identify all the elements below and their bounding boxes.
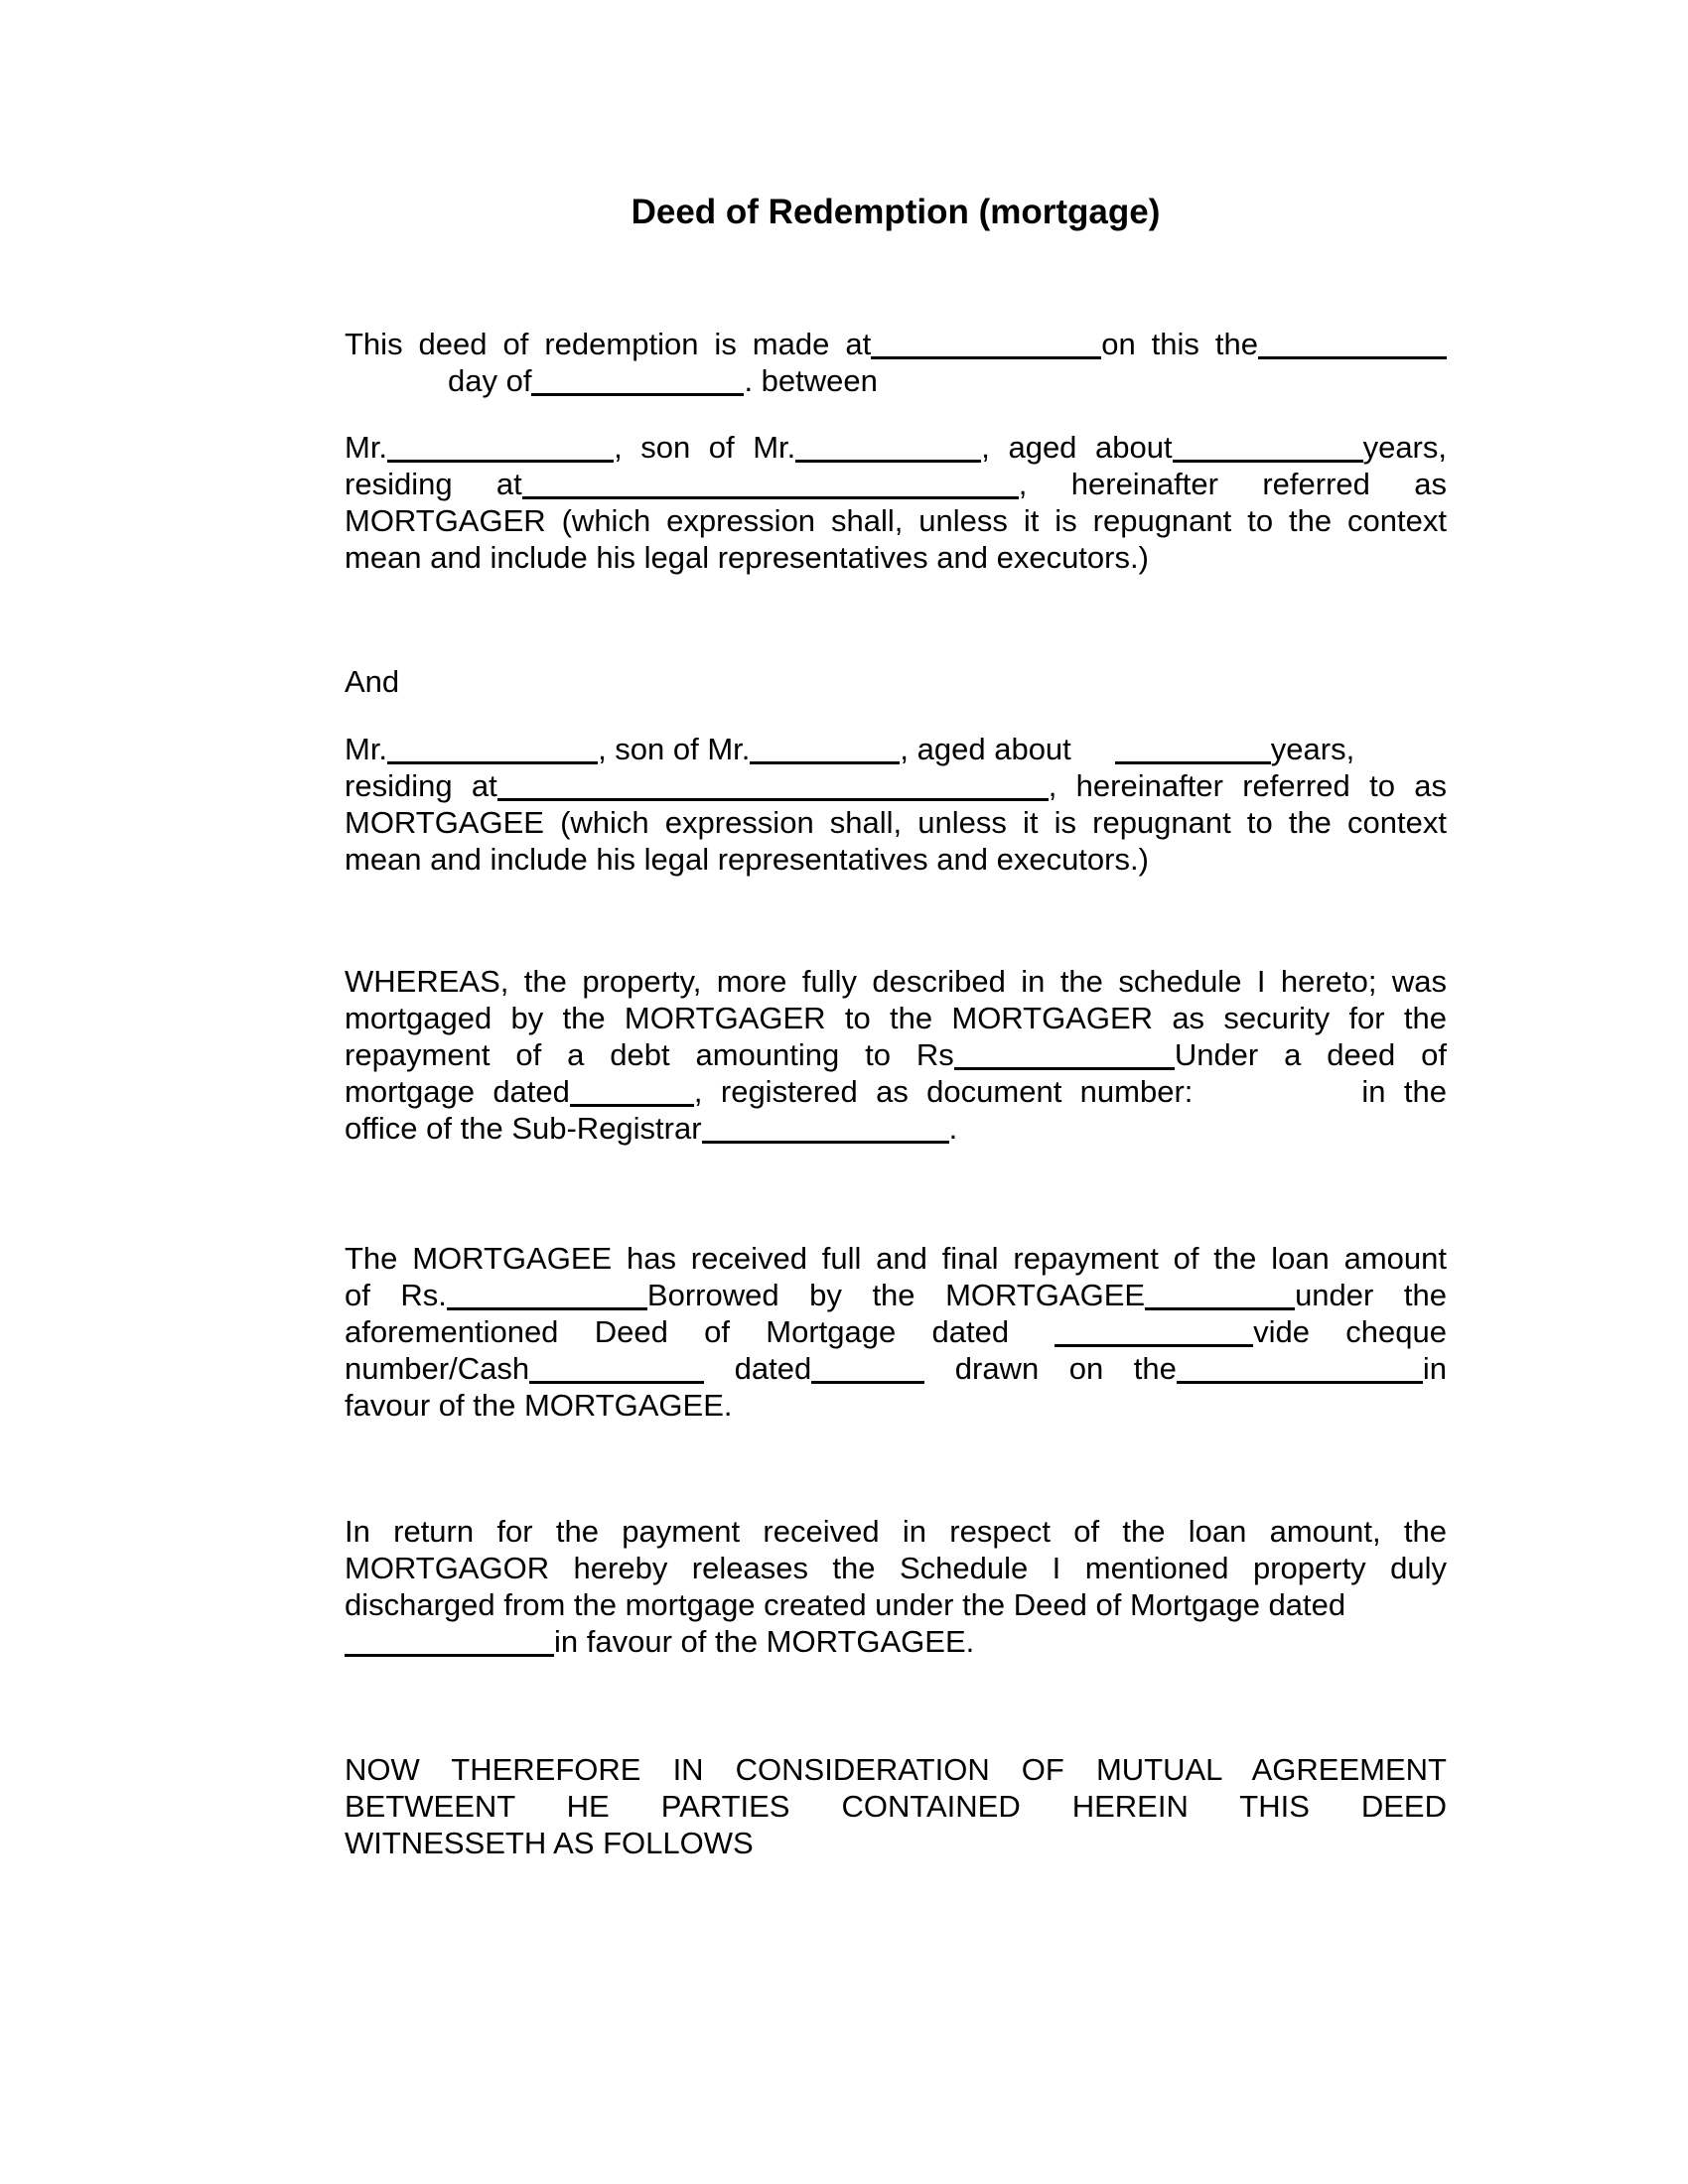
text-line: mortgaged by the MORTGAGER to the MORTGAGER as security for the <box>345 1001 1447 1035</box>
blank-fill-line <box>1173 450 1363 463</box>
text-line: MORTGAGER (which expression shall, unless it is repugnant to the context <box>345 503 1447 538</box>
text-line: number/Cash dated drawn on the in <box>345 1351 1447 1386</box>
text-line: The MORTGAGEE has received full and final repayment of the loan amount <box>345 1241 1447 1276</box>
blank-fill-line <box>497 788 1049 801</box>
text-line: discharged from the mortgage created under the Deed of Mortgage dated <box>345 1587 1346 1622</box>
text-line: aforementioned Deed of Mortgage dated vide cheque <box>345 1314 1447 1349</box>
text-line: BETWEENT HE PARTIES CONTAINED HEREIN THIS DEED <box>345 1789 1447 1824</box>
text-line: in favour of the MORTGAGEE. <box>345 1623 1447 1660</box>
blank-fill-line <box>522 486 1019 499</box>
whereas-clause <box>345 963 1447 1147</box>
text-line: MORTGAGEE (which expression shall, unless it is repugnant to the context <box>345 805 1447 840</box>
and-separator <box>345 663 1447 700</box>
mortgagee-clause <box>345 731 1447 878</box>
preamble-clause <box>345 326 1447 399</box>
text-line: mean and include his legal representatives and executors.) <box>345 842 1149 877</box>
text-line: residing at , hereinafter referred as <box>345 467 1447 501</box>
blank-fill-line <box>954 1057 1175 1070</box>
blank-fill-line <box>1258 346 1447 359</box>
blank-fill-line <box>531 383 744 396</box>
blank-fill-line <box>1115 751 1271 764</box>
text-line: office of the Sub-Registrar . <box>345 1111 958 1146</box>
blank-fill-line <box>387 450 614 463</box>
text-line: repayment of a debt amounting to Rs Under a deed of <box>345 1037 1448 1072</box>
blank-fill-line <box>750 751 900 764</box>
space-gap <box>1071 758 1115 759</box>
blank-fill-line <box>871 346 1101 359</box>
blank-fill-line <box>345 1644 554 1657</box>
text-line: mortgage dated , registered as document number: in the <box>345 1074 1447 1109</box>
blank-fill-line <box>795 450 981 463</box>
mortgager-clause <box>345 429 1447 576</box>
text-line: In return for the payment received in respect of the loan amount, the <box>345 1514 1447 1549</box>
space-gap <box>1193 1101 1361 1102</box>
space-gap <box>1009 1341 1055 1342</box>
text-line: WITNESSETH AS FOLLOWS <box>345 1826 754 1860</box>
blank-fill-line <box>570 1094 694 1107</box>
text-line: WHEREAS, the property, more fully described in the schedule I hereto; was <box>345 964 1447 999</box>
document-title: Deed of Redemption (mortgage) <box>631 193 1161 231</box>
repayment-received-clause <box>345 1240 1447 1424</box>
text-line: NOW THEREFORE IN CONSIDERATION OF MUTUAL AGREEMENT <box>345 1752 1447 1787</box>
text-line: Mr. , son of Mr. , aged about years, <box>345 732 1355 766</box>
blank-fill-line <box>1177 1371 1423 1384</box>
text-line: mean and include his legal representatives and executors.) <box>345 540 1149 575</box>
text-line: MORTGAGOR hereby releases the Schedule I mentioned property duly <box>345 1551 1447 1585</box>
text-line: Mr. , son of Mr. , aged about years, <box>345 430 1447 465</box>
blank-fill-line <box>529 1371 704 1384</box>
blank-fill-line <box>811 1371 924 1384</box>
witnesseth-clause <box>345 1751 1447 1861</box>
blank-fill-line <box>702 1131 949 1144</box>
blank-fill-line <box>1055 1334 1253 1347</box>
text-line: This deed of redemption is made at on this the <box>345 326 1447 362</box>
blank-fill-line <box>1145 1297 1295 1310</box>
release-clause <box>345 1513 1447 1660</box>
text-line: And <box>345 664 400 699</box>
text-line: of Rs. Borrowed by the MORTGAGEE under the <box>345 1278 1447 1312</box>
text-line: day of . between <box>448 363 878 398</box>
text-line: favour of the MORTGAGEE. <box>345 1388 733 1423</box>
text-line: residing at , hereinafter referred to as <box>345 768 1447 803</box>
blank-fill-line <box>387 751 598 764</box>
blank-fill-line <box>447 1297 647 1310</box>
